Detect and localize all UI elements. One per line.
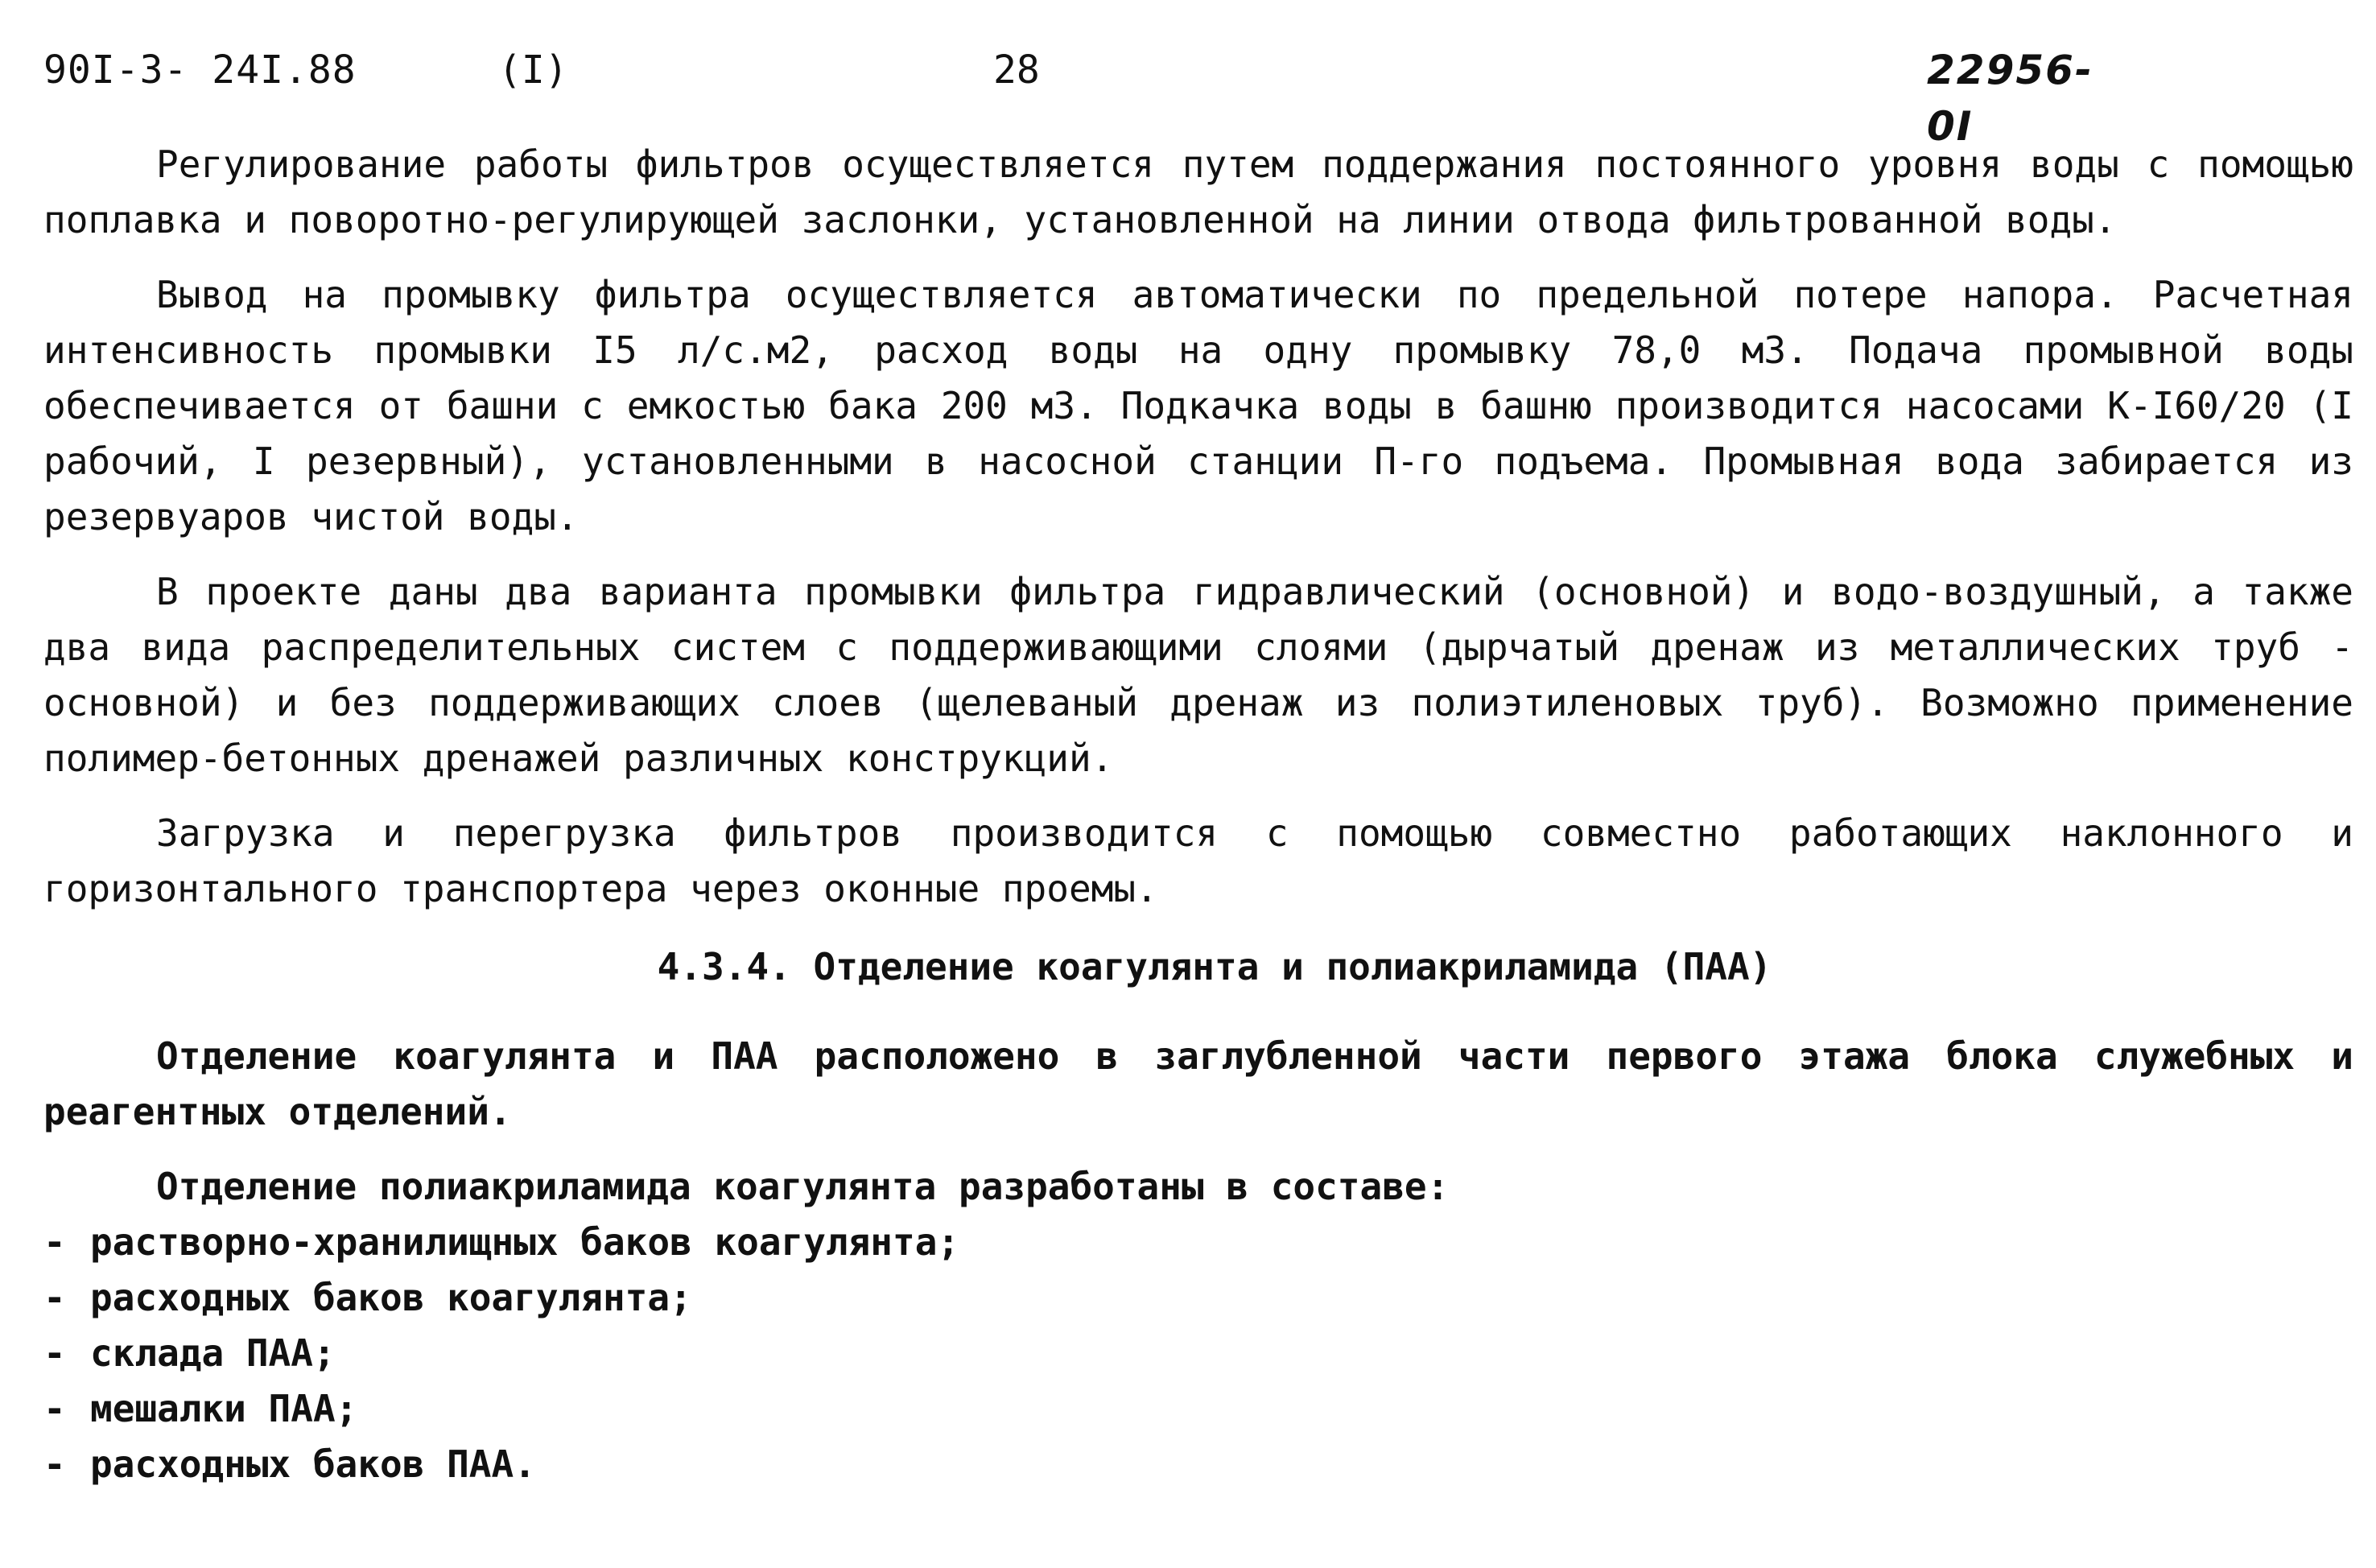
list-item [43,1270,2353,1326]
list-dash: - [43,1387,66,1430]
composition-list [43,1215,2353,1492]
list-item-text: расходных баков ПАА. [90,1442,536,1486]
page-header [43,42,2136,150]
paragraph-department-composition: Отделение полиакриламида коагулянта разработаны в составе: [156,1165,1450,1208]
paragraph-department-location: Отделение коагулянта и ПАА расположено в заглубленной части первого этажа блока служебных и реагентных отделений. [43,1034,2353,1133]
list-item-text: склада ПАА; [90,1331,336,1375]
list-item [43,1326,2353,1381]
document-code: 90I-3- 24I.88 [43,47,357,93]
archive-number: 22956-0I [1927,47,2093,150]
section-heading: 4.3.4. Отделение коагулянта и полиакриламида (ПАА) [657,945,1772,988]
list-item-text: мешалки ПАА; [90,1387,358,1430]
paragraph-filter-loading: Загрузка и перегрузка фильтров производится с помощью совместно работающих наклонного и горизонтального транспортера через оконные проемы. [43,811,2353,910]
list-item [43,1215,2353,1270]
list-dash: - [43,1276,66,1319]
revision-mark: (I) [498,47,568,93]
list-dash: - [43,1442,66,1486]
document-body [43,137,2353,1492]
list-item [43,1437,2353,1492]
list-item-text: расходных баков коагулянта; [90,1276,692,1319]
paragraph-filter-regulation: Регулирование работы фильтров осуществляется путем поддержания постоянного уровня воды с помощью поплавка и поворотно-регулирующей заслонки, установленной на линии отвода фильтрованной воды. [43,142,2353,241]
list-dash: - [43,1220,66,1264]
list-item-text: растворно-хранилищных баков коагулянта; [90,1220,960,1264]
paragraph-washing-variants: В проекте даны два варианта промывки фильтра гидравлический (основной) и водо-воздушный, а также два вида распределительных систем с поддерживающими слоями (дырчатый дренаж из металлических труб - основной) и без поддерживающих слоев (щелеваный дренаж из полиэтиленовых труб). Возможно применение полимер-бетонных дренажей различных конструкций. [43,570,2353,780]
list-dash: - [43,1331,66,1375]
page-number: 28 [993,47,1040,93]
list-item [43,1381,2353,1437]
paragraph-filter-washing: Вывод на промывку фильтра осуществляется автоматически по предельной потере напора. Расчетная интенсивность промывки I5 л/с.м2, расход воды на одну промывку 78,0 м3. Подача промывной воды обеспечивается от башни с емкостью бака 200 м3. Подкачка воды в башню производится насосами К-I60/20 (I рабочий, I резервный), установленными в насосной станции П-го подъема. Промывная вода забирается из резервуаров чистой воды. [43,273,2353,538]
